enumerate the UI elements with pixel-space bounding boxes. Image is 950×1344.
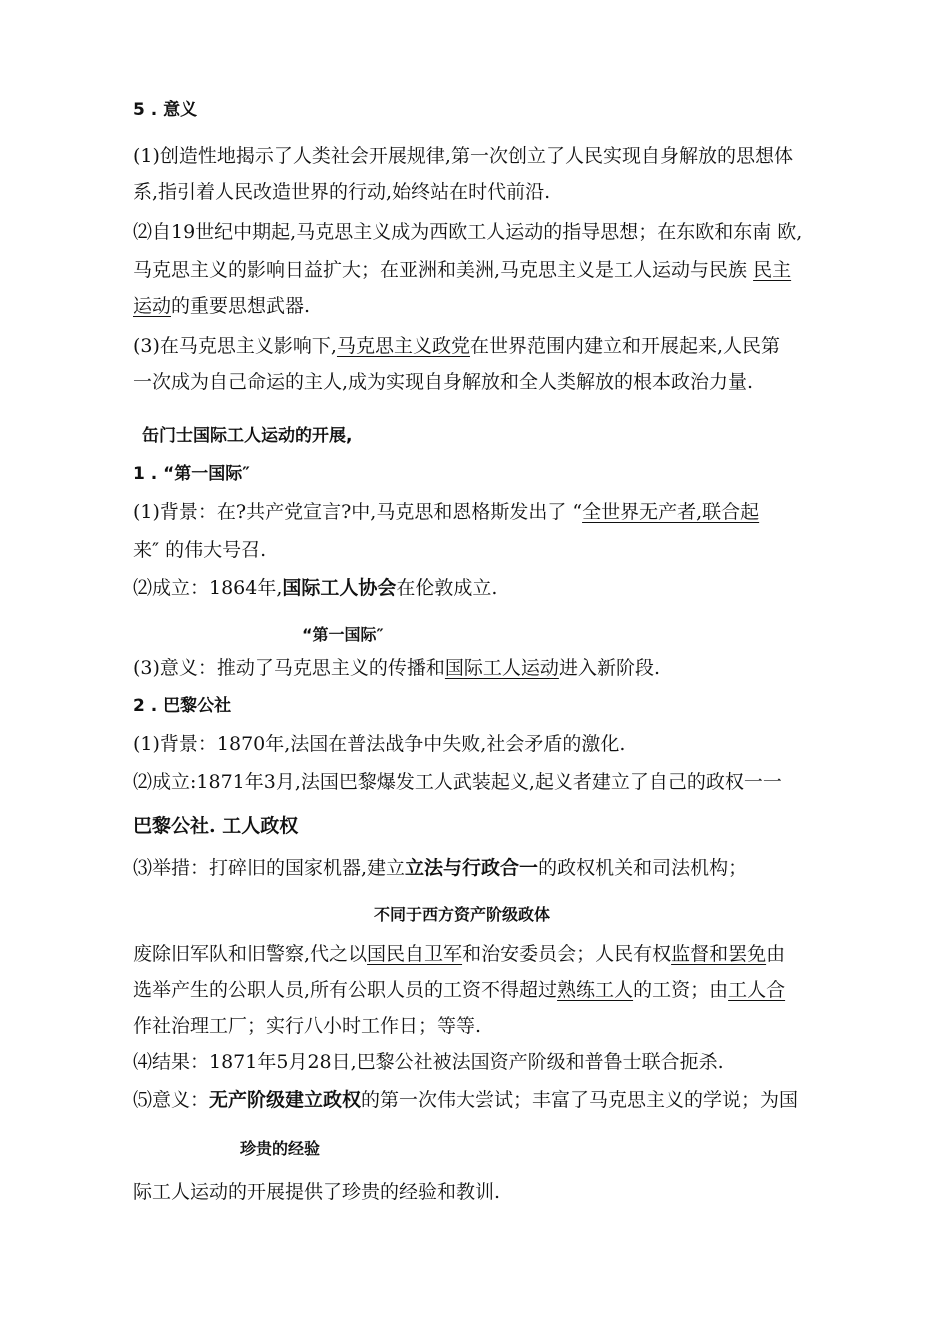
bold-term: 立法与行政合一 [405,857,539,879]
paragraph-line: 际工人运动的开展提供了珍贵的经验和教训. [133,1181,501,1203]
paragraph-line [133,500,759,524]
subheading-paris-commune: 2 . 巴黎公社 [133,696,232,716]
underlined-term: 国际工人运动 [444,657,559,679]
paragraph-line [133,258,791,282]
text-run: 选举产生的公职人员,所有公职人员的工资不得超过 [133,979,558,1001]
underlined-term: 熟练工人 [557,979,634,1001]
text-run: 的工资；由 [633,979,729,1001]
paragraph-line [133,1088,798,1112]
section-heading-international: 缶门士国际工人运动的开展, [142,426,353,446]
paragraph-line [133,334,780,358]
annotation-label: “第一国际″ [302,625,384,644]
text-run: 的政权机关和司法机构； [538,857,748,879]
paragraph-line: (1)创造性地揭示了人类社会开展规律,第一次创立了人民实现自身解放的思想体 [133,145,793,167]
text-run: 由 [766,943,786,965]
underlined-term: 国民自卫军 [367,943,463,965]
bold-term: 国际工人协会 [282,577,397,599]
paragraph-line [133,656,660,680]
underlined-term: 马克思主义政党 [336,335,470,357]
underlined-term: 民主 [753,259,792,281]
text-run: ⑵成立：1864年, [133,577,283,599]
paragraph-line: (1)背景：1870年,法国在普法战争中失败,社会矛盾的激化. [133,733,626,755]
subheading-first-international: 1 . “第一国际″ [133,464,250,484]
paragraph-line: 系,指引着人民改造世界的行动,始终站在时代前沿. [133,181,551,203]
text-run: (3)在马克思主义影响下, [133,335,337,357]
text-run: 马克思主义的影响日益扩大；在亚洲和美洲,马克思主义是工人运动与民族 [133,259,754,281]
paragraph-line: ⑷结果：1871年5月28日,巴黎公社被法国资产阶级和普鲁士联合扼杀. [133,1051,724,1073]
text-run: 在伦敦成立. [396,577,498,599]
paragraph-line: 来″ 的伟大号召. [133,539,267,561]
paragraph-line: ⑵成立:1871年3月,法国巴黎爆发工人武装起义,起义者建立了自己的政权一一 [133,771,782,793]
text-run: 和治安委员会；人民有权 [462,943,672,965]
paragraph-line [133,294,310,318]
text-run: ⑶举措：打碎旧的国家机器,建立 [133,857,406,879]
paragraph-line: ⑵自19世纪中期起,马克思主义成为西欧工人运动的指导思想；在东欧和东南 欧, [133,221,803,243]
section-heading-significance: 5 . 意义 [133,100,198,120]
underlined-term: 工人合 [728,979,786,1001]
text-run: 在世界范围内建立和开展起来,人民第 [469,335,781,357]
paragraph-line: 作社治理工厂；实行八小时工作日；等等. [133,1015,482,1037]
text-run: 废除旧军队和旧警察,代之以 [133,943,368,965]
paragraph-line [133,978,785,1002]
annotation-label: 珍贵的经验 [240,1139,321,1158]
annotation-label: 不同于西方资产阶级政体 [374,905,551,924]
paragraph-line [133,576,497,600]
text-run: (3)意义：推动了马克思主义的传播和 [133,657,445,679]
underlined-term: 全世界无产者,联合起 [582,501,760,523]
text-run: 的第一次伟大尝试；丰富了马克思主义的学说；为国 [361,1089,799,1111]
text-run: (1)背景：在?共产党宣言?中,马克思和恩格斯发出了 “ [133,501,583,523]
underlined-term: 监督和罢免 [671,943,767,965]
paragraph-line [133,856,747,880]
paragraph-line: 一次成为自己命运的主人,成为实现自身解放和全人类解放的根本政治力量. [133,371,754,393]
text-run: 进入新阶段. [558,657,660,679]
underlined-term: 运动 [133,295,172,317]
paragraph-line [133,942,785,966]
paragraph-line-bold: 巴黎公社. 工人政权 [133,815,299,837]
text-run: 的重要思想武器. [171,295,311,317]
bold-term: 无产阶级建立政权 [209,1089,362,1111]
text-run: ⑸意义： [133,1089,210,1111]
